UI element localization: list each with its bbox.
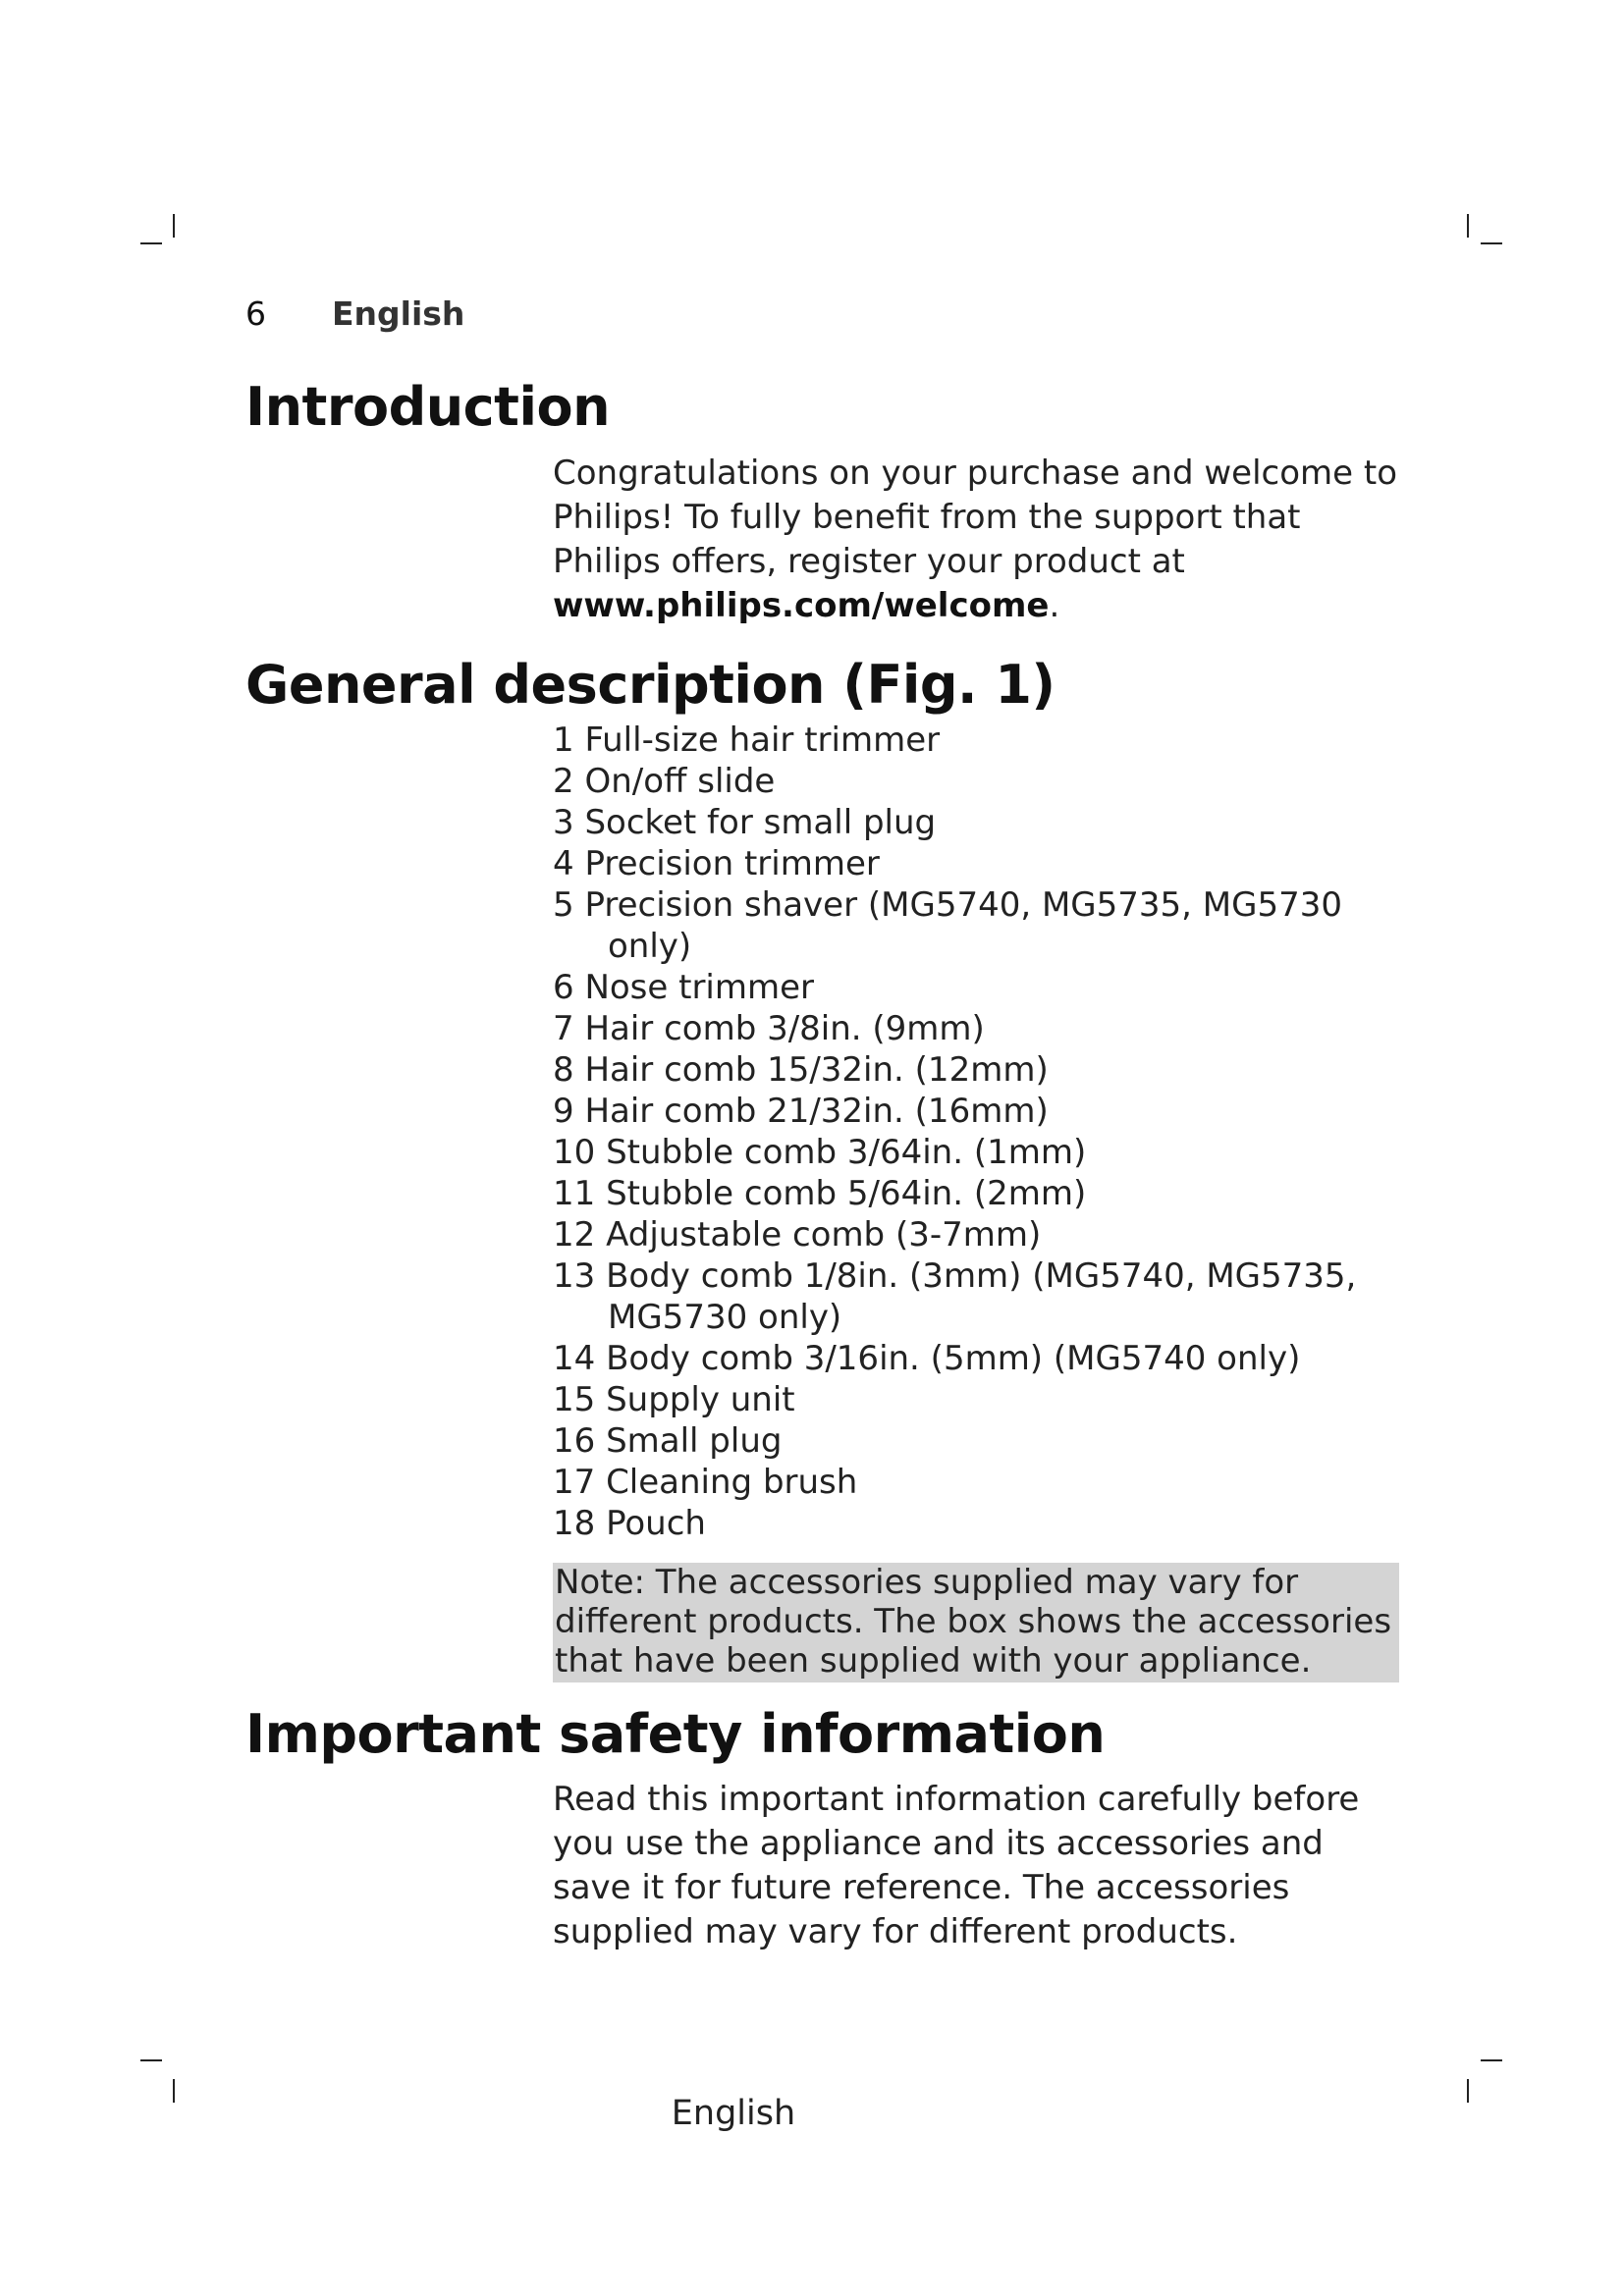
list-item: 3 Socket for small plug	[553, 803, 937, 842]
list-item: 5 Precision shaver (MG5740, MG5735, MG5730 only)	[553, 885, 1342, 966]
list-item: 16 Small plug	[553, 1421, 783, 1461]
list-item: 8 Hair comb 15/32in. (12mm)	[553, 1050, 1049, 1090]
list-item: 18 Pouch	[553, 1504, 706, 1543]
general-description-heading: General description (Fig. 1)	[245, 654, 1056, 716]
list-item: 15 Supply unit	[553, 1380, 795, 1419]
accessories-note: Note: The accessories supplied may vary for different products. The box shows the accessories that have been supplied with your appliance.	[553, 1563, 1399, 1682]
introduction-period: .	[1049, 586, 1060, 625]
introduction-heading: Introduction	[245, 376, 611, 438]
crop-mark-top-left-horizontal	[140, 242, 162, 244]
safety-heading: Important safety information	[245, 1703, 1106, 1765]
introduction-text	[553, 452, 1397, 628]
list-item: 13 Body comb 1/8in. (3mm) (MG5740, MG5735, MG5730 only)	[553, 1256, 1357, 1337]
list-item: 12 Adjustable comb (3-7mm)	[553, 1215, 1042, 1255]
list-item: 2 On/off slide	[553, 762, 776, 801]
introduction-body: Congratulations on your purchase and welcome to Philips! To fully benefit from the support that Philips offers, register your product at	[553, 454, 1398, 581]
list-item: 1 Full-size hair trimmer	[553, 721, 941, 760]
list-item: 4 Precision trimmer	[553, 844, 880, 883]
crop-mark-top-left-vertical	[173, 214, 175, 238]
welcome-link[interactable]: www.philips.com/welcome	[553, 586, 1050, 625]
crop-mark-bottom-right-horizontal	[1481, 2059, 1502, 2061]
list-item: 14 Body comb 3/16in. (5mm) (MG5740 only)	[553, 1339, 1301, 1378]
list-item: 11 Stubble comb 5/64in. (2mm)	[553, 1174, 1087, 1213]
list-item: 6 Nose trimmer	[553, 968, 815, 1007]
running-head-language: English	[332, 294, 465, 333]
list-item: 17 Cleaning brush	[553, 1463, 858, 1502]
running-head	[245, 294, 464, 334]
footer-language: English	[671, 2094, 796, 2133]
list-item: 7 Hair comb 3/8in. (9mm)	[553, 1009, 985, 1048]
safety-text: Read this important information carefully before you use the appliance and its accessories and save it for future reference. The accessories supplied may vary for different products.	[553, 1780, 1360, 1951]
crop-mark-bottom-right-vertical	[1467, 2079, 1469, 2103]
crop-mark-top-right-vertical	[1467, 214, 1469, 238]
crop-mark-top-right-horizontal	[1481, 242, 1502, 244]
list-item: 9 Hair comb 21/32in. (16mm)	[553, 1092, 1049, 1131]
page-number: 6	[245, 294, 266, 333]
list-item: 10 Stubble comb 3/64in. (1mm)	[553, 1133, 1087, 1172]
parts-list	[553, 720, 1397, 1544]
crop-mark-bottom-left-horizontal	[140, 2059, 162, 2061]
